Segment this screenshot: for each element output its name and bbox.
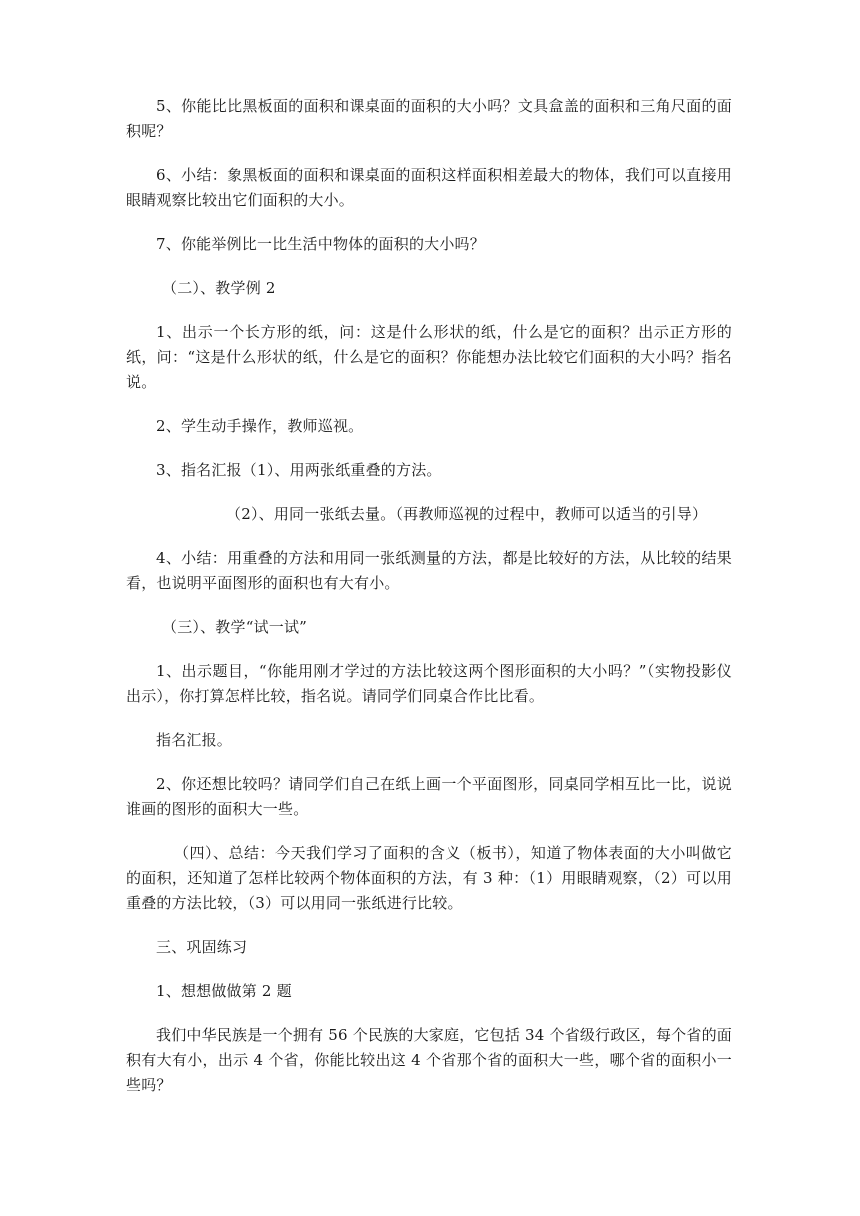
section-heading-practice: 三、巩固练习 bbox=[156, 938, 248, 956]
paragraph-step-3-sub-2: （2）、用同一张纸去量。（再教师巡视的过程中，教师可以适当的引导） bbox=[226, 505, 708, 523]
paragraph-summary-6: 6、小结：象黑板面的面积和课桌面的面积这样面积相差最大的物体，我们可以直接用眼睛观察比较出它们面积的大小。 bbox=[126, 166, 732, 209]
paragraph-report: 指名汇报。 bbox=[156, 731, 233, 749]
section-heading-example-2: （二）、教学例 2 bbox=[162, 279, 276, 297]
paragraph-step-2: 2、学生动手操作，教师巡视。 bbox=[156, 417, 364, 435]
document-page bbox=[126, 94, 732, 1117]
paragraph-step-1: 1、出示一个长方形的纸，问：这是什么形状的纸，什么是它的面积？出示正方形的纸，问：“这是什么形状的纸，什么是它的面积？你能想办法比较它们面积的大小吗？指名说。 bbox=[126, 323, 732, 391]
paragraph-item-5: 5、你能比比黑板面的面积和课桌面的面积的大小吗？文具盒盖的面积和三角尺面的面积呢？ bbox=[126, 97, 732, 140]
paragraph-item-7: 7、你能举例比一比生活中物体的面积的大小吗？ bbox=[156, 235, 485, 253]
paragraph-try-step-2: 2、你还想比较吗？请同学们自己在纸上画一个平面图形，同桌同学相互比一比，说说谁画的图形的面积大一些。 bbox=[126, 775, 732, 818]
section-heading-try-it: （三）、教学“试一试” bbox=[162, 618, 308, 636]
paragraph-section-summary: （四）、总结：今天我们学习了面积的含义（板书），知道了物体表面的大小叫做它的面积，还知道了怎样比较两个物体面积的方法，有 3 种：（1）用眼睛观察，（2）可以用重叠的方法比较，（3）可以用同一张纸进行比较。 bbox=[126, 844, 732, 912]
paragraph-try-step-1: 1、出示题目，“你能用刚才学过的方法比较这两个图形面积的大小吗？”（实物投影仪出示），你打算怎样比较，指名说。请同学们同桌合作比比看。 bbox=[126, 662, 732, 705]
paragraph-practice-question: 我们中华民族是一个拥有 56 个民族的大家庭，它包括 34 个省级行政区，每个省的面积有大有小，出示 4 个省，你能比较出这 4 个省那个省的面积大一些，哪个省的面积小一些吗？ bbox=[126, 1026, 732, 1094]
paragraph-practice-1: 1、想想做做第 2 题 bbox=[156, 982, 292, 1000]
paragraph-step-4-summary: 4、小结：用重叠的方法和用同一张纸测量的方法，都是比较好的方法，从比较的结果看，也说明平面图形的面积也有大有小。 bbox=[126, 549, 732, 592]
paragraph-step-3: 3、指名汇报（1）、用两张纸重叠的方法。 bbox=[156, 461, 442, 479]
